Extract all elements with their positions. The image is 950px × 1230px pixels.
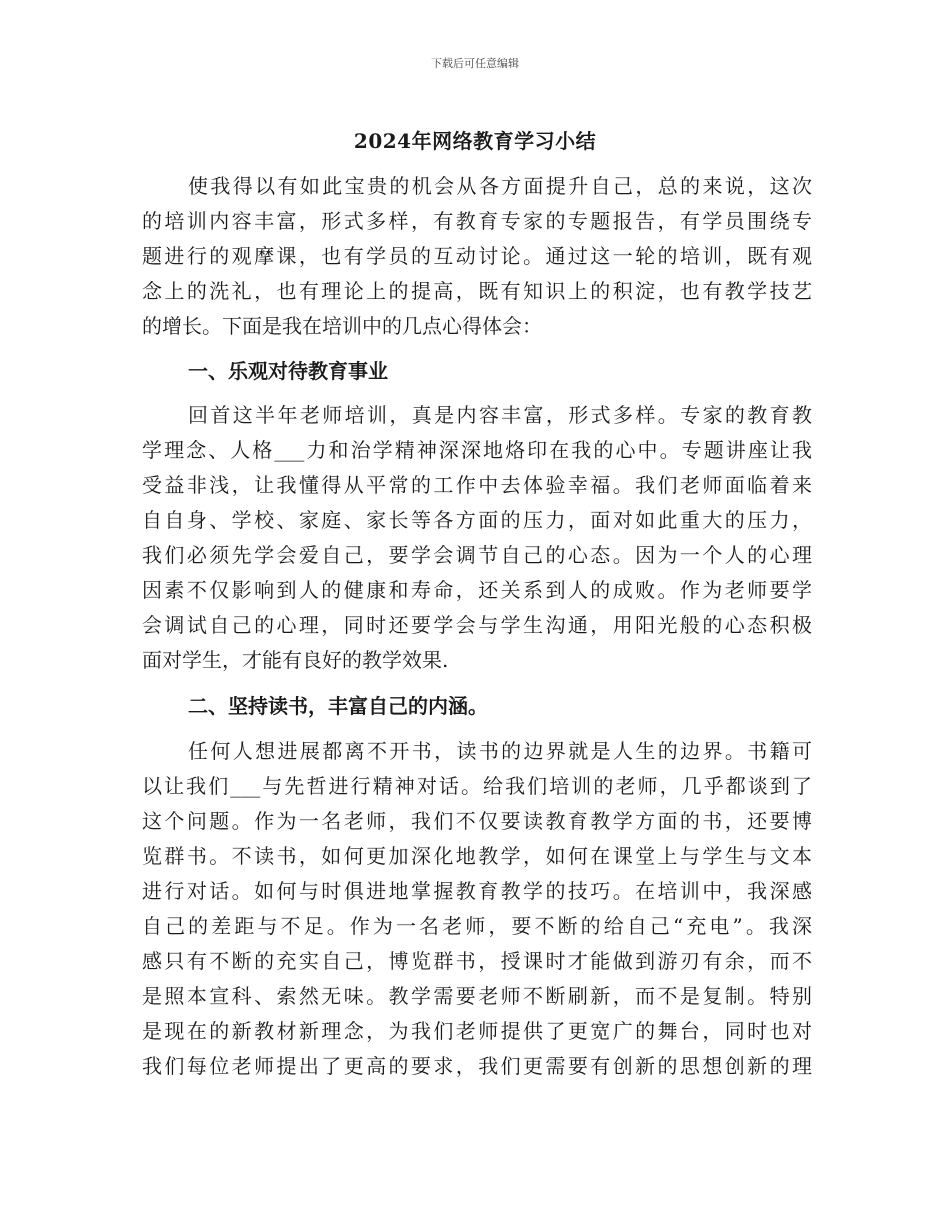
header-note: 下载后可任意编辑 [431,57,519,70]
paragraph-line: 受益非浅，让我懂得从平常的工作中去体验幸福。我们老师面临着来 [142,473,812,497]
paragraph-line: 自己的差距与不足。作为一名老师，要不断的给自己“充电”。我深 [142,914,812,938]
paragraph-line: 这个问题。作为一名老师，我们不仅要读教育教学方面的书，还要博 [142,809,812,833]
document-title: 2024年网络教育学习小结 [353,129,597,153]
paragraph-line: 进行对话。如何与时俱进地掌握教育教学的技巧。在培训中，我深感 [142,879,812,903]
paragraph-line: 会调试自己的心理，同时还要学会与学生沟通，用阳光般的心态积极 [142,613,812,637]
paragraph-line: 览群书。不读书，如何更加深化地教学，如何在课堂上与学生与文本 [142,844,812,868]
paragraph-line: 学理念、人格___力和治学精神深深地烙印在我的心中。专题讲座让我 [142,438,812,462]
paragraph-line: 的培训内容丰富，形式多样，有教育专家的专题报告，有学员围绕专 [142,209,812,233]
paragraph-line: 面对学生，才能有良好的教学效果. [142,648,449,672]
paragraph-line: 的增长。下面是我在培训中的几点心得体会： [142,314,542,338]
paragraph-line: 任何人想进展都离不开书，读书的边界就是人生的边界。书籍可 [188,739,812,763]
paragraph-line: 感只有不断的充实自己，博览群书，授课时才能做到游刃有余，而不 [142,949,812,973]
paragraph-line: 念上的洗礼，也有理论上的提高，既有知识上的积淀，也有教学技艺 [142,279,812,303]
section-heading: 二、坚持读书，丰富自己的内涵。 [188,694,488,718]
paragraph-line: 因素不仅影响到人的健康和寿命，还关系到人的成败。作为老师要学 [142,578,812,602]
paragraph-line: 以让我们___与先哲进行精神对话。给我们培训的老师，几乎都谈到了 [142,774,812,798]
paragraph-line: 我们每位老师提出了更高的要求，我们更需要有创新的思想创新的理 [142,1054,812,1078]
paragraph-line: 是照本宣科、索然无味。教学需要老师不断刷新，而不是复制。特别 [142,984,812,1008]
paragraph-line: 回首这半年老师培训，真是内容丰富，形式多样。专家的教育教 [188,403,812,427]
paragraph-line: 使我得以有如此宝贵的机会从各方面提升自己，总的来说，这次 [188,174,812,198]
paragraph-line: 题进行的观摩课，也有学员的互动讨论。通过这一轮的培训，既有观 [142,244,812,268]
paragraph-line: 我们必须先学会爱自己，要学会调节自己的心态。因为一个人的心理 [142,543,812,567]
section-heading: 一、乐观对待教育事业 [188,359,388,383]
paragraph-line: 自自身、学校、家庭、家长等各方面的压力，面对如此重大的压力， [142,508,812,532]
paragraph-line: 是现在的新教材新理念，为我们老师提供了更宽广的舞台，同时也对 [142,1019,812,1043]
